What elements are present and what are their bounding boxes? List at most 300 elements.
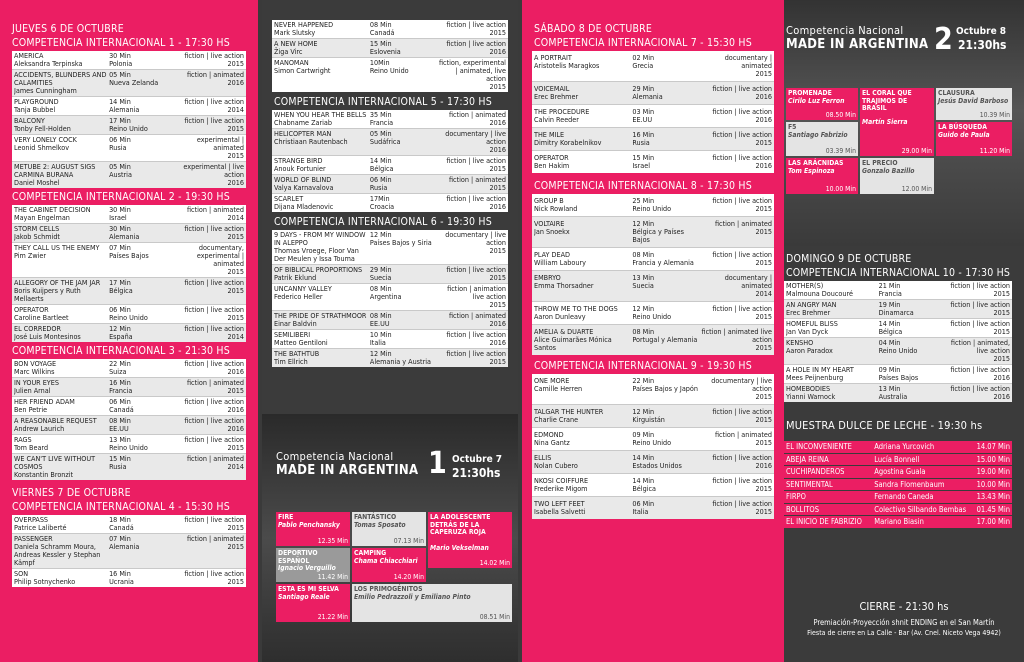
film-director: Boris Kuijpers y Ruth Mellaerts [14,286,81,303]
dl-title: ABEJA REINA [786,454,829,464]
film-row [532,302,774,325]
film-title: THROW ME TO THE DOGS [534,305,618,313]
dl-director: Sandra Flomenbaum [874,479,945,489]
film-duration: 14 Min [632,476,655,485]
film-year: 2015 [489,82,506,91]
film-genre: fiction | live action [712,130,772,139]
film-country: Bélgica y Países Bajos [632,227,684,244]
section-heading: COMPETENCIA INTERNACIONAL 9 - 19:30 HS [534,360,752,372]
film-year: 2016 [489,145,506,154]
column-friday [262,0,518,662]
mia-film-cell: PROMENADE Cirilo Luz Ferron 08.50 Min [788,89,856,119]
film-year: 2015 [227,542,244,551]
film-duration: 06 Min [632,499,655,508]
dl-title: EL INCONVENIENTE [786,442,852,451]
film-country: Argentina [369,292,402,301]
film-title: WHEN YOU HEAR THE BELLS [274,111,367,119]
film-duration: 17 Min [109,278,131,287]
film-year: 2015 [227,151,244,160]
film-table [12,515,246,587]
film-director: Dimitry Korabelnikov [534,138,602,147]
mia-title: MADE IN ARGENTINA [276,463,419,478]
film-duration: 05 Min [109,162,131,171]
film-country: Grecia [632,61,654,70]
film-duration: 04 Min [878,338,901,347]
film-country: Sudáfrica [369,137,401,146]
film-director: Mees Peijnenburg [786,373,844,382]
dulce-de-leche-row [784,466,1012,478]
film-genre: documentary | live action [445,230,506,247]
film-duration: 08 Min [369,311,392,320]
film-director: Ben Petrie [14,405,48,414]
film-year: 2016 [755,161,772,170]
day-heading: DOMINGO 9 DE OCTUBRE [786,253,912,265]
dl-director: Lucía Bonnell [874,454,920,464]
film-year: 2016 [489,338,506,347]
film-duration: 12 Min [632,304,655,313]
film-table [272,110,508,212]
film-row [12,278,246,305]
film-row [784,300,1012,319]
column-sunday [784,0,1024,662]
dl-duration: 15.00 Min [976,454,1011,464]
mia-film-cell: FIRE Pablo Penchansky 12.35 Min [278,513,348,545]
film-country: Polonia [109,59,133,68]
film-year: 2015 [489,273,506,282]
film-title: NEVER HAPPENED [274,21,334,29]
film-title: WORLD OF BLIND [274,176,332,184]
film-genre: fiction | live action [950,281,1010,290]
made-in-argentina-header-2 [786,24,1022,64]
film-title: OPERATOR [534,154,569,162]
film-country: Reino Unido [109,443,148,452]
film-duration: 18 Min [109,515,131,524]
film-title: HER FRIEND ADAM [14,398,75,406]
film-title: HOMEFUL BLISS [786,320,838,328]
film-genre: fiction | animated [186,534,244,543]
film-year: 2015 [755,343,772,352]
film-title: RAGS [14,436,32,444]
film-duration: 10 Min [369,330,392,339]
film-title: AN ANGRY MAN [786,301,837,309]
film-year: 2015 [755,438,772,447]
film-title: WE CAN'T LIVE WITHOUT COSMOS [14,455,96,471]
film-year: 2016 [993,373,1010,382]
film-director: Tim Ellrich [274,357,308,366]
day-heading: JUEVES 6 DE OCTUBRE [12,23,124,35]
film-country: Países Bajos y Japón [632,384,698,393]
film-genre: fiction | animated [448,175,506,184]
film-director: Frederike Migom [534,484,588,493]
film-year: 2016 [755,115,772,124]
film-duration: 15 Min [632,153,655,162]
film-country: Bélgica [369,164,394,173]
film-row [532,51,774,82]
film-year: 2016 [227,424,244,433]
film-genre: fiction | live action [712,453,772,462]
film-table [532,374,774,519]
film-duration: 12 Min [369,349,392,358]
film-row [12,359,246,378]
dulce-de-leche-row [784,479,1012,491]
film-country: Francia [369,118,394,127]
film-year: 2015 [755,507,772,516]
film-country: Alemania [632,92,663,101]
film-director: Ben Hakim [534,161,570,170]
film-director: Camille Herren [534,384,583,393]
film-country: EE.UU [369,319,390,328]
film-genre: fiction | live action [184,116,244,125]
dl-title: EL INICIO DE FABRIZIO [786,517,862,526]
film-director: James Cunningham [14,86,77,95]
film-year: 2015 [755,415,772,424]
film-row [12,305,246,324]
film-year: 2015 [227,232,244,241]
film-title: SEMILIBERI [274,331,311,339]
film-duration: 13 Min [109,435,131,444]
film-year: 2016 [227,78,244,87]
film-genre: fiction | live action [184,416,244,425]
film-year: 2016 [489,118,506,127]
film-director: Erec Brehmer [534,92,579,101]
film-genre: fiction | live action [446,194,506,203]
film-year: 2016 [489,319,506,328]
film-row [784,384,1012,402]
film-genre: fiction | live action [184,435,244,444]
film-country: Rusia [109,462,127,471]
film-country: Rusia [632,138,650,147]
mia-date: Octubre 7 [452,454,503,465]
film-duration: 22 Min [109,359,131,368]
film-director: Julien Arnal [14,386,51,395]
film-row [12,51,246,70]
film-title: OF BIBLICAL PROPORTIONS [274,266,363,274]
day-heading: SÁBADO 8 DE OCTUBRE [534,23,653,35]
film-country: Eslovenia [369,47,401,56]
film-duration: 17Min [369,194,390,203]
section-heading: COMPETENCIA INTERNACIONAL 2 - 19:30 HS [12,191,230,203]
film-row [532,194,774,217]
film-director: Caroline Bartleet [14,313,69,322]
film-country: Suecia [369,273,392,282]
film-director: Aristotelis Maragkos [534,61,600,70]
film-duration: 12 Min [109,324,131,333]
film-title: BALCONY [14,117,45,125]
closing-line-2: Fiesta de cierre en La Calle - Bar (Av. Cnel. Niceto Vega 4942) [807,629,1001,637]
film-country: Suiza [109,367,127,376]
film-genre: fiction | live action [184,515,244,524]
film-director: Calvin Reeder [534,115,579,124]
film-title: ONE MORE [534,377,570,385]
column-saturday [522,0,784,662]
film-country: Bélgica [632,484,657,493]
mia-subtitle: Competencia Nacional [276,450,394,463]
film-year: 2015 [755,484,772,493]
dl-director: Mariano Biasin [874,517,924,526]
film-title: PLAY DEAD [534,251,570,259]
film-title: A NEW HOME [274,40,318,48]
film-country: Canadá [109,523,134,532]
film-director: Valya Karnavalova [274,183,334,192]
film-year: 2015 [489,357,506,366]
closing-line-1: Premiación-Proyección shnit ENDING en el San Martín [813,618,995,627]
film-title: AMÉLIA & DUARTE [534,328,594,336]
film-row [12,435,246,454]
film-duration: 06 Min [109,135,131,144]
film-year: 2015 [993,327,1010,336]
film-row [532,105,774,128]
section-heading: COMPETENCIA INTERNACIONAL 4 - 15:30 HS [12,501,230,513]
film-table [272,230,508,367]
film-duration: 29 Min [632,84,655,93]
film-row [12,378,246,397]
mia-film-cell: LOS PRIMOGÉNITOS Emilio Pedrazzoli y Emiliano Pinto 08.51 Min [354,585,510,621]
film-row [12,135,246,162]
film-year: 2016 [755,461,772,470]
film-row [12,116,246,135]
film-director: Daniel Moshel [14,178,60,187]
mia-number: 2 [934,22,953,57]
film-genre: fiction | live action [184,569,244,578]
film-genre: fiction | animated [186,70,244,79]
film-country: Ucrania [109,577,134,586]
film-duration: 12 Min [632,219,655,228]
film-duration: 08 Min [109,416,131,425]
film-duration: 16 Min [109,378,131,387]
film-year: 2015 [755,69,772,78]
film-genre: fiction | live action [950,300,1010,309]
film-row [532,271,774,302]
film-row [12,162,246,188]
film-director: Jakob Schmidt [14,232,60,241]
film-genre: fiction | live action [712,107,772,116]
film-year: 2015 [227,386,244,395]
film-duration: 09 Min [632,430,655,439]
film-year: 2015 [489,28,506,37]
mia-film-cell: LA BÚSQUEDA Guido de Paula 11.20 Min [938,123,1010,155]
film-genre: fiction | animation live action [447,284,506,301]
dulce-de-leche-row [784,504,1012,516]
mia-film-cell: EL CORAL QUE TRAJIMOS DE BRASIL Martín Sierra 29.00 Min [862,89,932,155]
film-duration: 05 Min [109,70,131,79]
film-director: Malmouna Doucouré [786,289,853,298]
film-director: Erec Brehmer [786,308,831,317]
film-row [12,534,246,569]
film-country: Australia [878,392,908,401]
film-row [12,243,246,278]
film-genre: fiction | animated, live action [950,338,1010,355]
closing-block [784,600,1024,637]
film-title: THE MILE [534,131,565,139]
mia-film-cell: FANTÁSTICO Tomas Sposato 07.13 Min [354,513,424,545]
made-in-argentina-header-1 [276,446,512,490]
film-row [532,128,774,151]
film-title: EDMOND [534,431,564,439]
film-year: 2016 [489,202,506,211]
film-year: 2014 [227,332,244,341]
film-year: 2015 [489,246,506,255]
dl-director: Fernando Caneda [874,492,934,501]
film-country: Francia y Alemania [632,258,694,267]
film-genre: fiction | animated [448,110,506,119]
film-year: 2015 [755,227,772,236]
film-director: Mark Slutsky [274,28,316,37]
film-title: BON VOYAGE [14,360,57,368]
film-country: Rusia [109,143,127,152]
film-row [532,325,774,355]
film-title: THE CABINET DECISION [14,206,91,214]
film-duration: 08 Min [632,327,655,336]
film-title: VOLTAIRE [534,220,565,228]
film-director: Tonby Fell-Holden [14,124,71,133]
film-director: Daniela Schramm Moura, Andreas Kessler y Stephan Kämpf [14,542,101,567]
section-heading: COMPETENCIA INTERNACIONAL 10 - 17:30 HS [786,267,1011,279]
dulce-de-leche-row [784,441,1012,453]
mia-film-cell: F5 Santiago Fabrizio 03.39 Min [788,123,856,155]
film-genre: experimental | animated [196,135,244,152]
mia-film-cell: ESTA ES MI SELVA Santiago Reale 21.22 Min [278,585,348,621]
film-country: Canadá [109,405,134,414]
mia-hour: 21:30hs [452,466,501,480]
film-director: Charlie Crane [534,415,579,424]
film-genre: documentary | animated [724,273,772,290]
film-country: Croacia [369,202,395,211]
film-genre: fiction | live action [712,196,772,205]
film-genre: fiction | live action [712,476,772,485]
mia-date: Octubre 8 [956,26,1007,37]
film-year: 2015 [489,183,506,192]
film-country: Nueva Zelanda [109,78,159,87]
film-director: Anouk Fortunier [274,164,326,173]
film-country: Alemania [109,542,140,551]
film-duration: 03 Min [632,107,655,116]
film-year: 2015 [227,267,244,276]
dl-director: Adriana Yurcovich [874,442,935,451]
film-duration: 35 Min [369,110,392,119]
dulce-de-leche-row [784,491,1012,503]
film-year: 2014 [755,289,772,298]
film-director: Marc Wilkins [14,367,55,376]
film-director: Patrice Laliberté [14,523,67,532]
film-row [272,284,508,311]
film-duration: 30 Min [109,51,131,60]
film-duration: 22 Min [632,376,655,385]
film-title: OPERATOR [14,306,49,314]
film-year: 2016 [227,405,244,414]
film-title: UNCANNY VALLEY [274,285,332,293]
film-director: Dijana Mladenovic [274,202,334,211]
film-row [272,110,508,129]
film-genre: fiction | live action [184,397,244,406]
film-country: Francia [878,289,902,298]
film-genre: fiction | live action [712,250,772,259]
film-row [532,451,774,474]
film-country: Rusia [369,183,388,192]
film-director: Philip Sotnychenko [14,577,76,586]
film-duration: 09 Min [878,365,901,374]
film-year: 2016 [489,47,506,56]
film-country: Francia [109,386,133,395]
film-year: 2015 [227,523,244,532]
film-director: Tom Beard [14,443,49,452]
film-title: THE PROCEDURE [534,108,590,116]
dl-title: CUCHIPANDEROS [786,467,845,476]
film-director: Žiga Virc [274,47,303,56]
section-heading: COMPETENCIA INTERNACIONAL 3 - 21:30 HS [12,345,230,357]
film-country: Estados Unidos [632,461,682,470]
film-year: 2015 [755,204,772,213]
film-row [272,265,508,284]
film-row [532,374,774,405]
film-country: Italia [632,507,649,516]
film-director: Jan Snoekx [534,227,570,236]
film-table [272,20,508,92]
film-director: Nick Rowland [534,204,578,213]
film-year: 2016 [993,392,1010,401]
film-table [532,51,774,173]
film-duration: 07 Min [109,243,131,252]
film-row [272,58,508,92]
film-director: Konstantin Bronzit [14,470,74,479]
film-genre: fiction | live action [184,359,244,368]
film-year: 2016 [227,178,244,187]
film-row [532,151,774,173]
film-country: Reino Unido [369,66,409,75]
film-year: 2014 [227,105,244,114]
film-row [272,20,508,39]
film-year: 2015 [227,313,244,322]
film-row [784,365,1012,384]
film-year: 2014 [227,213,244,222]
film-genre: documentary, experimental | animated [196,243,244,268]
film-director: Aaron Paradox [786,346,833,355]
film-title: AMERICA [14,52,44,60]
film-country: Kirguistán [632,415,665,424]
film-title: ALLEGORY OF THE JAM JAR [14,279,101,287]
film-title: THE PRIDE OF STRATHMOOR [274,312,367,320]
film-year: 2016 [227,367,244,376]
section-heading: MUESTRA DULCE DE LECHE - 19:30 hs [786,419,983,432]
film-duration: 14 Min [369,156,392,165]
film-year: 2015 [755,312,772,321]
film-genre: fiction | animated [714,430,772,439]
dulce-de-leche-list [784,441,1012,528]
film-genre: fiction | live action [184,97,244,106]
film-director: Chabname Zariab [274,118,332,127]
film-title: NKOSI COIFFURE [534,477,589,485]
film-table [12,205,246,342]
film-year: 2015 [755,138,772,147]
dl-duration: 13.43 Min [976,492,1011,501]
film-title: IN YOUR EYES [14,379,59,387]
film-title: KENSHO [786,339,814,347]
film-country: Dinamarca [878,308,914,317]
film-title: MANOMAN [274,59,309,67]
film-row [272,311,508,330]
film-country: Israel [109,213,127,222]
film-director: Yianni Warnock [786,392,836,401]
film-genre: fiction | live action [184,324,244,333]
film-country: Países Bajos [878,373,919,382]
film-title: METUBE 2: AUGUST SIGS CARMINA BURANA [14,163,96,179]
film-country: Reino Unido [632,312,672,321]
closing-title: CIERRE - 21:30 hs [859,600,949,613]
film-duration: 13 Min [878,384,901,393]
film-director: Patrik Eklund [274,273,317,282]
section-heading: COMPETENCIA INTERNACIONAL 6 - 19:30 HS [274,216,492,228]
film-director: Thomas Vroege, Floor Van Der Meulen y Issa Touma [274,246,359,263]
film-director: William Laboury [534,258,586,267]
